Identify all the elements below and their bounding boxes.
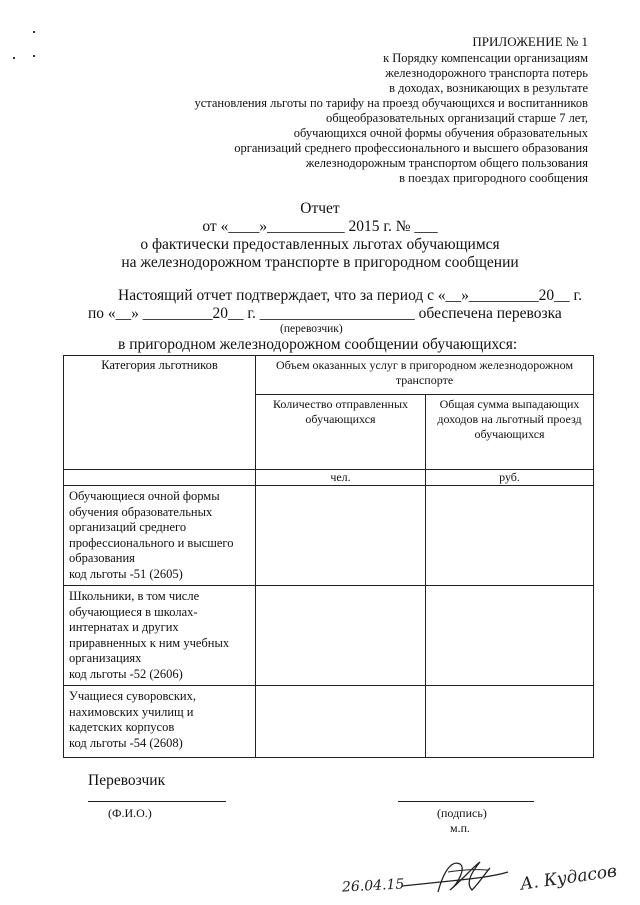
count-cell [256,686,426,758]
category-text: нахимовских училищ и [69,704,194,719]
empty-cell [64,470,256,486]
sum-header: Общая сумма выпадающих доходов на льготный проезд обучающихся [426,395,594,470]
appendix-number: ПРИЛОЖЕНИЕ № 1 [472,34,588,49]
appendix-line: организаций среднего профессионального и высшего образования [234,141,588,155]
appendix-line: железнодорожным транспортом общего пользования [305,156,588,170]
benefits-table [63,355,594,758]
category-code: код льготы -51 (2605) [69,566,183,581]
table-row [64,686,594,758]
appendix-line: к Порядку компенсации организациям [383,51,588,65]
carrier-label: Перевозчик [88,772,166,789]
fio-signature-line [88,801,226,802]
category-header: Категория льготников [64,356,256,470]
category-text: образования [69,551,135,565]
category-code: код льготы -54 (2608) [69,735,183,750]
table-row [64,586,594,686]
signature-line [398,801,534,802]
unit-sum: руб. [426,470,594,486]
fio-caption: (Ф.И.О.) [108,806,152,820]
category-text: организациях [69,651,142,665]
body-period-line: Настоящий отчет подтверждает, что за период с «__»_________20__ г. [118,287,582,304]
scan-speck [33,55,35,57]
signature-squiggle-icon [400,850,510,900]
carrier-caption: (перевозчик) [280,323,343,335]
unit-count: чел. [256,470,426,486]
table-row [64,486,594,586]
category-text: Обучающиеся очной формы [69,489,220,503]
appendix-line: обучающихся очной формы обучения образовательных [293,126,588,140]
handwritten-date: 26.04.15 [341,876,405,896]
report-heading: Отчет [300,200,340,217]
sum-cell [426,486,594,586]
signature-caption: (подпись) [437,806,487,820]
appendix-line: в доходах, возникающих в результате [389,81,588,95]
category-text: Школьники, в том числе [69,589,200,603]
category-text: интернатах и других [69,620,179,634]
category-code: код льготы -52 (2606) [69,666,183,681]
category-text: Учащиеся суворовских, [69,689,196,703]
report-subject-line: на железнодорожном транспорте в пригородном сообщении [121,254,519,271]
category-cell [64,486,256,586]
category-text: организаций среднего [69,520,187,534]
appendix-line: установления льготы по тарифу на проезд обучающихся и воспитанников [194,96,588,110]
category-text: приравненных к ним учебных [69,635,230,650]
category-text: профессионального и высшего [69,535,234,550]
sum-cell [426,586,594,686]
category-text: обучения образовательных [69,504,213,519]
scan-speck [33,31,35,33]
report-subject-line: о фактически предоставленных льготах обучающимся [140,236,500,253]
stamp-caption: м.п. [450,821,471,835]
appendix-line: железнодорожного транспорта потерь [385,66,588,80]
count-cell [256,486,426,586]
category-cell [64,586,256,686]
volume-header: Объем оказанных услуг в пригородном железнодорожном транспорте [256,356,594,395]
category-text: обучающиеся в школах- [69,604,198,619]
sum-cell [426,686,594,758]
count-header: Количество отправленных обучающихся [256,395,426,470]
report-date-line: от «____»__________ 2015 г. № ___ [202,218,438,235]
count-cell [256,586,426,686]
appendix-line: общеобразовательных организаций старше 7 лет, [326,111,588,125]
appendix-line: в поездах пригородного сообщения [399,171,588,185]
scan-speck [13,57,15,59]
category-cell [64,686,256,758]
handwritten-name-signature: А. Кудасов [519,861,619,895]
body-carrier-line: по «__» _________20__ г. ____________________ обеспечена перевозка [88,305,562,322]
body-passengers-line: в пригородном железнодорожном сообщении обучающихся: [118,336,518,353]
category-text: кадетских корпусов [69,720,175,734]
